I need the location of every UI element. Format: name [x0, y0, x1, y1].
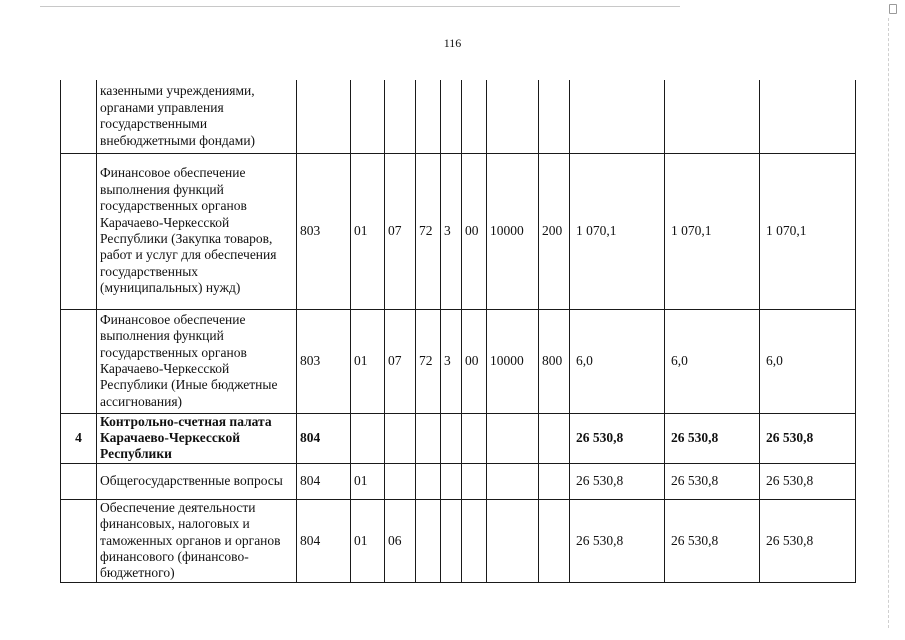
sum-year-3: 6,0	[760, 309, 856, 413]
table-row	[61, 463, 856, 499]
target-code-c	[462, 463, 487, 499]
target-code-b	[441, 413, 462, 463]
section-code: 01	[351, 309, 385, 413]
target-code-c	[462, 80, 487, 153]
scan-artifact	[889, 4, 897, 14]
expense-type-code	[539, 413, 570, 463]
subsection-code: 06	[385, 499, 416, 582]
scan-page-edge-top	[40, 6, 680, 7]
subsection-code: 07	[385, 309, 416, 413]
row-name: Обеспечение деятельности финансовых, налоговых и таможенных органов и органов финансового (финансово-бюджетного)	[97, 499, 297, 582]
admin-code: 804	[297, 463, 351, 499]
target-code-c	[462, 413, 487, 463]
sum-year-3: 26 530,8	[760, 413, 856, 463]
sum-year-1: 26 530,8	[570, 499, 665, 582]
row-number: 4	[61, 413, 97, 463]
section-code	[351, 413, 385, 463]
target-code-c: 00	[462, 309, 487, 413]
row-number	[61, 80, 97, 153]
scan-page-edge-right	[888, 18, 889, 628]
budget-table	[60, 80, 856, 583]
sum-year-2: 26 530,8	[665, 499, 760, 582]
admin-code: 803	[297, 309, 351, 413]
expense-type-code: 200	[539, 153, 570, 309]
target-code-d: 10000	[487, 309, 539, 413]
row-name: казенными учреждениями, органами управления государственными внебюджетными фондами)	[97, 80, 297, 153]
expense-type-code	[539, 80, 570, 153]
target-code-a	[416, 80, 441, 153]
subsection-code	[385, 80, 416, 153]
subsection-code	[385, 463, 416, 499]
row-name: Финансовое обеспечение выполнения функций государственных органов Карачаево-Черкесской Республики (Закупка товаров, работ и услуг для обеспечения государственных (муниципальных) нужд)	[97, 153, 297, 309]
expense-type-code	[539, 463, 570, 499]
target-code-d	[487, 413, 539, 463]
table-row	[61, 80, 856, 153]
target-code-d	[487, 499, 539, 582]
sum-year-2: 1 070,1	[665, 153, 760, 309]
row-number	[61, 463, 97, 499]
target-code-c: 00	[462, 153, 487, 309]
target-code-b: 3	[441, 309, 462, 413]
sum-year-2	[665, 80, 760, 153]
table-row	[61, 309, 856, 413]
row-number	[61, 309, 97, 413]
row-name: Финансовое обеспечение выполнения функций государственных органов Карачаево-Черкесской Республики (Иные бюджетные ассигнования)	[97, 309, 297, 413]
section-code: 01	[351, 153, 385, 309]
section-code: 01	[351, 499, 385, 582]
admin-code: 803	[297, 153, 351, 309]
subsection-code	[385, 413, 416, 463]
sum-year-1	[570, 80, 665, 153]
row-name: Общегосударственные вопросы	[97, 463, 297, 499]
table-row	[61, 413, 856, 463]
sum-year-3: 26 530,8	[760, 499, 856, 582]
sum-year-1: 26 530,8	[570, 463, 665, 499]
sum-year-3: 1 070,1	[760, 153, 856, 309]
sum-year-1: 6,0	[570, 309, 665, 413]
budget-table-body	[61, 80, 856, 582]
sum-year-2: 6,0	[665, 309, 760, 413]
section-code	[351, 80, 385, 153]
target-code-a	[416, 413, 441, 463]
page-number: 116	[443, 36, 462, 50]
admin-code	[297, 80, 351, 153]
target-code-b	[441, 499, 462, 582]
expense-type-code: 800	[539, 309, 570, 413]
row-name: Контрольно-счетная палата Карачаево-Черкесской Республики	[97, 413, 297, 463]
subsection-code: 07	[385, 153, 416, 309]
section-code: 01	[351, 463, 385, 499]
target-code-a	[416, 463, 441, 499]
target-code-b: 3	[441, 153, 462, 309]
sum-year-1: 26 530,8	[570, 413, 665, 463]
target-code-a	[416, 499, 441, 582]
target-code-a: 72	[416, 309, 441, 413]
target-code-a: 72	[416, 153, 441, 309]
sum-year-3: 26 530,8	[760, 463, 856, 499]
target-code-d: 10000	[487, 153, 539, 309]
sum-year-2: 26 530,8	[665, 413, 760, 463]
table-row	[61, 153, 856, 309]
admin-code: 804	[297, 499, 351, 582]
sum-year-2: 26 530,8	[665, 463, 760, 499]
target-code-d	[487, 463, 539, 499]
sum-year-1: 1 070,1	[570, 153, 665, 309]
target-code-b	[441, 80, 462, 153]
sum-year-3	[760, 80, 856, 153]
target-code-c	[462, 499, 487, 582]
admin-code: 804	[297, 413, 351, 463]
row-number	[61, 153, 97, 309]
target-code-b	[441, 463, 462, 499]
row-number	[61, 499, 97, 582]
expense-type-code	[539, 499, 570, 582]
target-code-d	[487, 80, 539, 153]
table-row	[61, 499, 856, 582]
